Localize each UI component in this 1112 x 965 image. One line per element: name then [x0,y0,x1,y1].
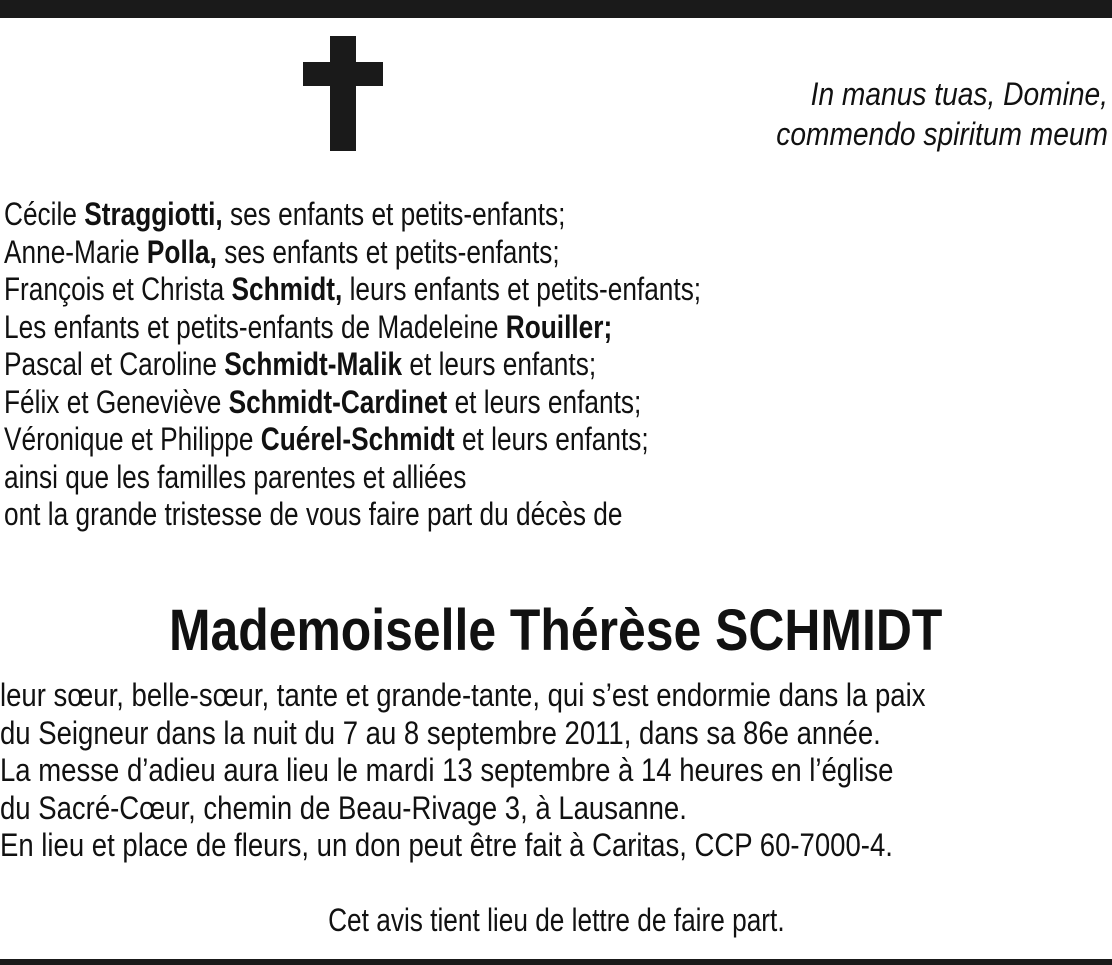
family-line-suffix: et leurs enfants; [402,346,597,382]
family-list [4,196,988,534]
family-surname: Schmidt, [231,271,343,307]
motto-line-2: commendo spiritum meum [776,116,1108,152]
closing-line-2: ont la grande tristesse de vous faire part du décès de [4,496,623,532]
top-border-rule [0,0,1112,18]
family-line-prefix: Anne-Marie [4,233,147,270]
latin-motto [615,74,1108,154]
family-surname: Schmidt-Malik [224,346,403,382]
family-line-prefix: Cécile [4,196,85,232]
family-line [4,384,988,422]
cross-icon [303,36,383,151]
family-surname: Polla, [146,233,217,270]
details-line [0,677,1112,715]
footer-text: Cet avis tient lieu de lettre de faire part. [327,902,785,938]
family-line-prefix: Véronique et Philippe [4,421,261,457]
family-line [4,346,988,384]
family-line-suffix: et leurs enfants; [447,383,642,420]
family-line [4,309,988,347]
details-line-text: La messe d’adieu aura lieu le mardi 13 septembre à 14 heures en l’église [0,752,894,788]
details-line-text: du Seigneur dans la nuit du 7 au 8 septembre 2011, dans sa 86e année. [0,714,881,751]
family-surname: Straggiotti, [84,196,223,232]
family-line-prefix: Félix et Geneviève [4,383,229,420]
family-line-prefix: Pascal et Caroline [4,346,225,382]
family-line [4,271,988,309]
details-line [0,752,1112,790]
family-line [4,421,988,459]
closing-line-1: ainsi que les familles parentes et alliées [4,458,467,495]
family-surname: Schmidt-Cardinet [228,383,448,420]
deceased-name: Mademoiselle Thérèse SCHMIDT [169,598,943,663]
family-line-prefix: Les enfants et petits-enfants de Madeleine [4,308,506,345]
family-line [4,196,988,234]
deceased-name-heading [0,596,1112,666]
family-surname: Rouiller; [505,308,613,345]
details-line-text: du Sacré-Cœur, chemin de Beau-Rivage 3, à Lausanne. [0,789,687,826]
family-line-suffix: ses enfants et petits-enfants; [216,233,560,270]
motto-line-1: In manus tuas, Domine, [810,76,1108,112]
details-line-text: leur sœur, belle-sœur, tante et grande-tante, qui s’est endormie dans la paix [0,677,926,713]
family-line-suffix: ses enfants et petits-enfants; [222,196,566,232]
footer-note [0,900,1112,940]
bottom-border-rule [0,959,1112,965]
details-line [0,827,1112,865]
details-paragraph [0,677,1112,865]
family-line-suffix: et leurs enfants; [454,421,649,457]
family-surname: Cuérel-Schmidt [260,421,455,457]
details-line [0,790,1112,828]
family-line [4,234,988,272]
details-line [0,715,1112,753]
family-line-prefix: François et Christa [4,271,232,307]
family-line-suffix: leurs enfants et petits-enfants; [342,271,702,307]
details-line-text: En lieu et place de fleurs, un don peut être fait à Caritas, CCP 60-7000-4. [0,827,893,863]
